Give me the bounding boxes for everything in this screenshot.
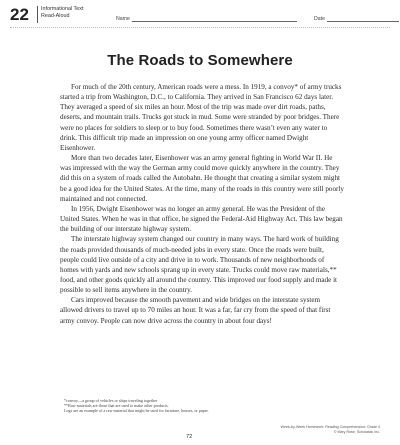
footer-page-number: 72 — [186, 434, 193, 440]
copyright-credit — [281, 425, 380, 434]
paragraph: Cars improved because the smooth pavement and wide bridges on the interstate system allowed drivers to travel up to 70 miles an hour. It was a far, far cry from the speed of that first army convoy. People can now drive across the country in about four days! — [60, 296, 331, 325]
credit-line: © Mary Rose, Scholastic Inc. — [333, 429, 380, 434]
date-field[interactable] — [314, 16, 399, 22]
name-blank-line[interactable] — [132, 16, 297, 22]
worksheet-label-line1: Informational Text — [41, 6, 84, 12]
worksheet-label — [41, 6, 83, 19]
footnote: **Raw materials are those that are used to make other products. — [64, 403, 169, 409]
page-number: 22 — [10, 5, 29, 24]
name-field[interactable] — [116, 16, 297, 22]
paragraph: The interstate highway system changed our country in many ways. The hard work of building the roads provided thousands of much-needed jobs in every state. Once the roads were built, people could live outside of a city and drive in to work. Thousands of new neighborhoods of homes with yards and new schools sprang up in every state. Trucks could move raw materials,** food, and other goods quickly all around the country. This improved our food supply and made it possible to sell items anywhere in the country. — [60, 235, 339, 295]
page-header — [10, 4, 390, 34]
date-label: Date — [314, 16, 325, 22]
credit-line: Week-by-Week Homework: Reading Comprehension: Grade 4 — [280, 425, 380, 429]
article-body — [60, 82, 344, 326]
footnotes — [64, 398, 344, 414]
header-divider — [37, 6, 38, 23]
paragraph: More than two decades later, Eisenhower was an army general fighting in World War II. He was impressed with the way the German army could move quickly anywhere in the country. They did this on a system of roads called the Autobahn. He thought that creating a similar system might be a good idea for the United States. At the time, many of the roads in this country were still poorly maintained and not connected. — [60, 154, 344, 203]
worksheet-label-line2: Read-Aloud — [41, 12, 70, 19]
header-rule — [10, 27, 390, 28]
date-blank-line[interactable] — [327, 16, 399, 22]
article-title: The Roads to Somewhere — [107, 52, 293, 69]
paragraph: In 1956, Dwight Eisenhower was no longer an army general. He was the President of the United States. When he was in that office, he signed the Federal-Aid Highway Act. This law began the building of our interstate highway system. — [60, 204, 343, 234]
footnote: *convoy—a group of vehicles or ships traveling together — [64, 398, 158, 403]
footnote: Logs are an example of a raw material that might be used for furniture, houses, or paper. — [64, 408, 209, 414]
name-label: Name — [116, 16, 130, 22]
paragraph: For much of the 20th century, American roads were a mess. In 1919, a convoy* of army trucks started a trip from Washington, D.C., to California. They arrived in San Francisco 62 days later. They averaged a speed of six miles an hour. Most of the trip was made over dirt roads, paths, deserts, and mountain trails. Trucks got stuck in mud. Some were stranded by poor bridges. There were no places for soldiers to sleep or to buy food. Sometimes there wasn’t even any water to drink. This difficult trip made an impression on one young army officer named Dwight Eisenhower. — [60, 83, 342, 152]
